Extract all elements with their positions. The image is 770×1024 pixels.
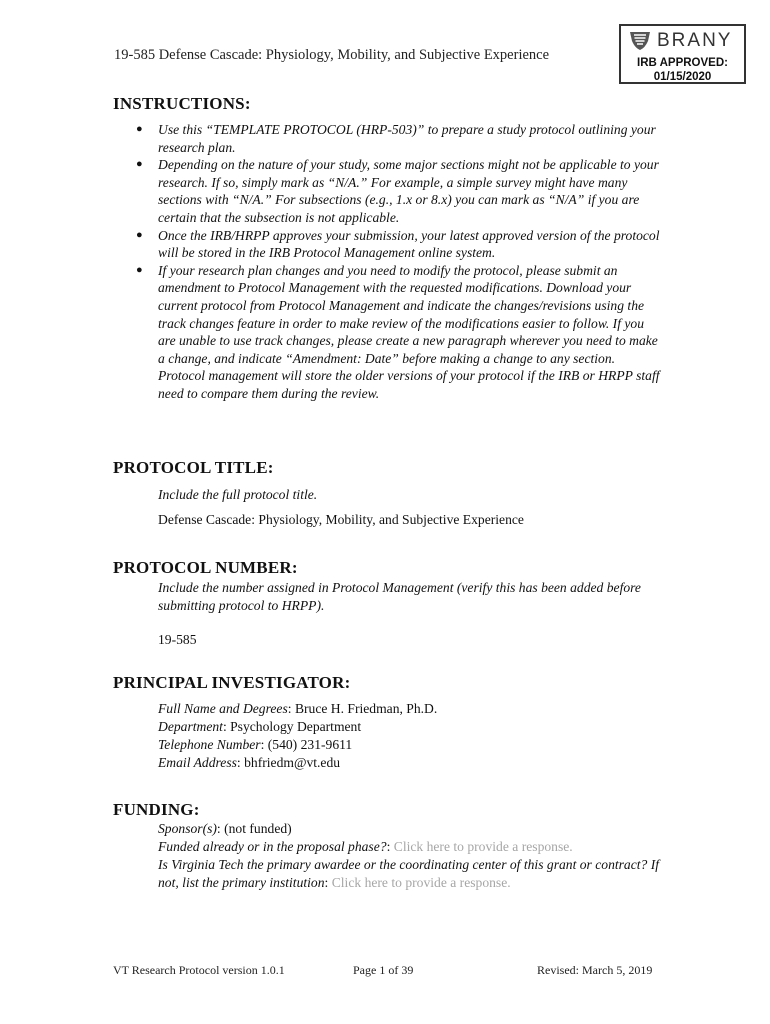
funding-heading: FUNDING: xyxy=(113,800,200,819)
pi-phone-value: (540) 231-9611 xyxy=(267,737,353,752)
pi-phone-line: Telephone Number: (540) 231-9611 xyxy=(158,737,353,752)
protocol-title-heading: PROTOCOL TITLE: xyxy=(113,458,274,477)
list-item: ● Use this “TEMPLATE PROTOCOL (HRP-503)” to prepare a study protocol outlining your research plan. xyxy=(113,121,663,156)
irb-approved-date: 01/15/2020 xyxy=(653,71,712,83)
funding-status-response[interactable]: Click here to provide a response. xyxy=(393,839,573,854)
list-item: ● Once the IRB/HRPP approves your submission, your latest approved version of the protocol will be stored in the IRB Protocol Management online system. xyxy=(113,227,663,262)
irb-approval-stamp xyxy=(619,24,746,84)
pi-email-label: Email Address xyxy=(158,755,237,770)
pi-email-value: bhfriedm@vt.edu xyxy=(244,755,341,770)
protocol-title-value: Defense Cascade: Physiology, Mobility, and Subjective Experience xyxy=(158,512,524,527)
funding-details xyxy=(158,820,668,892)
protocol-number-instruction: Include the number assigned in Protocol Management (verify this has been added before submitting protocol to HRPP). xyxy=(158,580,641,613)
pi-name-label: Full Name and Degrees xyxy=(158,701,288,716)
funding-status-label: Funded already or in the proposal phase? xyxy=(158,839,387,854)
instructions-list xyxy=(113,121,663,403)
footer-version: VT Research Protocol version 1.0.1 xyxy=(113,963,285,977)
footer-revised-date: Revised: March 5, 2019 xyxy=(537,963,653,977)
pi-dept-label: Department xyxy=(158,719,223,734)
brany-brand-text: BRANY xyxy=(657,30,733,51)
pi-dept-line: Department: Psychology Department xyxy=(158,719,362,734)
shield-icon xyxy=(629,31,651,51)
pi-phone-label: Telephone Number xyxy=(158,737,261,752)
protocol-number-heading: PROTOCOL NUMBER: xyxy=(113,558,298,577)
instructions-heading: INSTRUCTIONS: xyxy=(113,94,251,113)
pi-name-value: Bruce H. Friedman, Ph.D. xyxy=(294,701,438,716)
brany-logo xyxy=(629,30,732,52)
funding-sponsor-label: Sponsor(s) xyxy=(158,821,217,836)
funding-sponsor-value: (not funded) xyxy=(224,821,292,836)
pi-email-line: Email Address: bhfriedm@vt.edu xyxy=(158,755,341,770)
pi-dept-value: Psychology Department xyxy=(230,719,362,734)
irb-approved-label: IRB APPROVED: xyxy=(637,57,728,69)
funding-primary-line: Is Virginia Tech the primary awardee or the coordinating center of this grant or contract? If not, list the primary institution: Click here to provide a response. xyxy=(158,857,660,890)
protocol-title-instruction: Include the full protocol title. xyxy=(158,487,318,502)
pi-details xyxy=(158,700,668,772)
funding-primary-response[interactable]: Click here to provide a response. xyxy=(331,875,511,890)
footer-page-number: Page 1 of 39 xyxy=(353,963,414,977)
funding-sponsor-line: Sponsor(s): (not funded) xyxy=(158,821,292,836)
list-item: ● Depending on the nature of your study, some major sections might not be applicable to your research. If so, simply mark as “N/A.” For example, a simple survey might have many sections with “N/A.” For subsections (e.g., 1.x or 8.x) you can mark as “N/A” if you are certain that the subsection is not applicable. xyxy=(113,156,663,226)
list-item: ● If your research plan changes and you need to modify the protocol, please submit an amendment to Protocol Management with the requested modifications. Download your current protocol from Protocol Management and indicate the changes/revisions using the track changes feature in order to make review of the modifications easier to follow. If you are unable to use track changes, please create a new paragraph wherever you need to make a change, and indicate “Amendment: Date” before making a change to any section. Protocol management will store the older versions of your protocol if the IRB or HRPP staff need to compare them during the review. xyxy=(113,262,663,403)
document-header-title: 19-585 Defense Cascade: Physiology, Mobility, and Subjective Experience xyxy=(114,47,550,63)
protocol-number-value: 19-585 xyxy=(158,632,197,647)
pi-name-line: Full Name and Degrees: Bruce H. Friedman, Ph.D. xyxy=(158,701,438,716)
funding-status-line: Funded already or in the proposal phase?: Click here to provide a response. xyxy=(158,839,573,854)
principal-investigator-heading: PRINCIPAL INVESTIGATOR: xyxy=(113,673,351,692)
funding-primary-label: Is Virginia Tech the primary awardee or the coordinating center of this grant or contract? If not, list the primary institution xyxy=(158,857,660,890)
irb-approved-text xyxy=(621,56,744,84)
